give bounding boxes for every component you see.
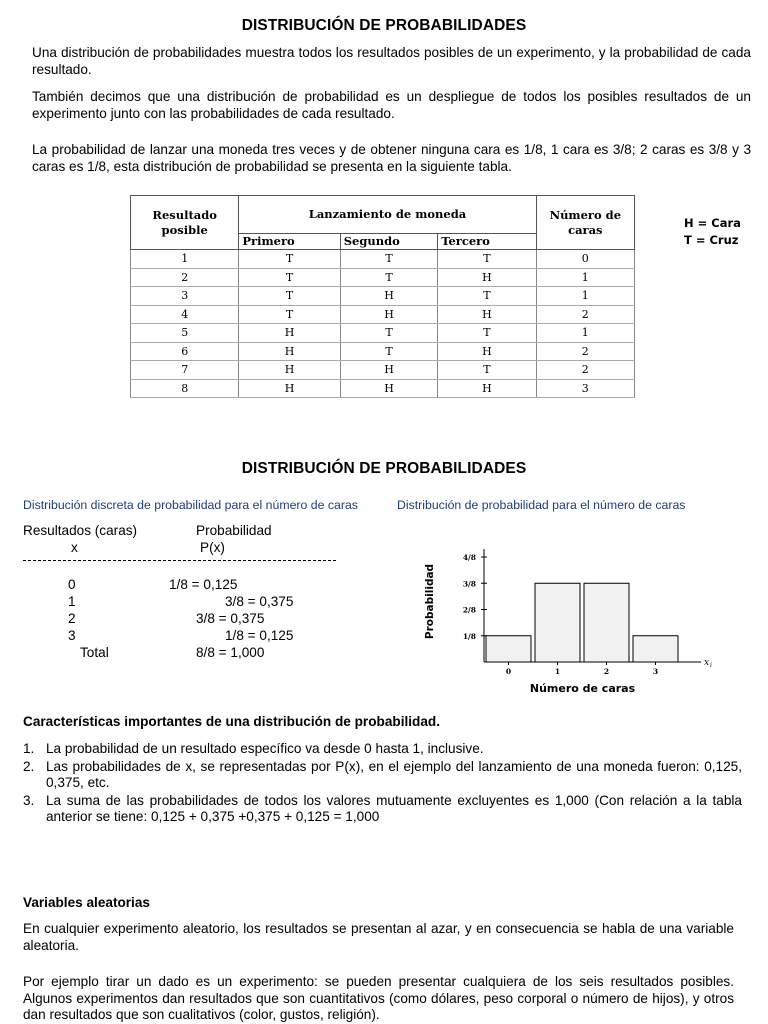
list-item xyxy=(23,741,742,758)
table-cell: H xyxy=(239,342,340,361)
table-cell: H xyxy=(340,305,437,324)
x-tick-label: 3 xyxy=(652,667,659,676)
table-row xyxy=(131,305,635,324)
table-cell: T xyxy=(340,342,437,361)
probability-bar-chart xyxy=(418,540,718,700)
table-cell: H xyxy=(438,342,536,361)
y-tick-label: 3/8 xyxy=(462,579,476,589)
variables-title: Variables aleatorias xyxy=(23,895,150,910)
header-second: Segundo xyxy=(340,233,437,249)
header-result: Resultado posible xyxy=(131,196,239,250)
x-tick-label: 0 xyxy=(505,667,512,676)
x-tick-label: 2 xyxy=(603,667,610,676)
px-value: 3/8 = 0,375 xyxy=(225,594,294,609)
table-row xyxy=(131,287,635,306)
table-cell: H xyxy=(239,379,340,398)
px-value: 1/8 = 0,125 xyxy=(225,628,294,643)
table-cell: 6 xyxy=(131,342,239,361)
list-text: Las probabilidades de x, se representadas por P(x), en el ejemplo del lanzamiento de una moneda fueron: 0,125, 0,375, etc. xyxy=(46,758,742,790)
variables-paragraph-2: Por ejemplo tirar un dado es un experimento: se pueden presentar cualquiera de los seis resultados posibles. Algunos experimentos dan resultados que son cuantitativos (como dólares, peso corporal o número de hijos), y otros dan resultados que son cualitativos (color, gustos, religión). xyxy=(23,974,734,1022)
x-axis-symbol: x xyxy=(704,658,710,668)
list-item xyxy=(23,759,742,792)
table-cell: H xyxy=(438,305,536,324)
table-cell: T xyxy=(340,250,437,269)
x-value: 2 xyxy=(68,611,76,626)
table-cell: 2 xyxy=(536,305,634,324)
x-axis-subscript: i xyxy=(710,662,712,669)
subheading-discrete: Distribución discreta de probabilidad para el número de caras xyxy=(23,498,358,512)
col-header-px: P(x) xyxy=(200,540,225,555)
table-cell: T xyxy=(239,250,340,269)
table-cell: H xyxy=(340,361,437,380)
list-text: La suma de las probabilidades de todos los valores mutuamente excluyentes es 1,000 (Con relación a la tabla anterior se tiene: 0,125 + 0,375 +0,375 + 0,125 = 1,000 xyxy=(46,792,742,824)
y-tick-label: 2/8 xyxy=(462,605,476,615)
table-row xyxy=(131,324,635,343)
table-cell: 3 xyxy=(536,379,634,398)
table-cell: 0 xyxy=(536,250,634,269)
characteristics-title: Características importantes de una distribución de probabilidad. xyxy=(23,714,440,729)
intro-paragraph-1: Una distribución de probabilidades muestra todos los resultados posibles de un experimento, y la probabilidad de cada resultado. xyxy=(32,45,751,77)
table-cell: 5 xyxy=(131,324,239,343)
x-tick-label: 1 xyxy=(554,667,561,676)
table-cell: H xyxy=(438,379,536,398)
table-cell: T xyxy=(340,324,437,343)
header-count: Número de caras xyxy=(536,196,634,250)
table-cell: 1 xyxy=(536,324,634,343)
list-text: La probabilidad de un resultado específico va desde 0 hasta 1, inclusive. xyxy=(46,741,484,756)
bar xyxy=(584,583,629,662)
px-value: 1/8 = 0,125 xyxy=(169,577,238,592)
probability-list xyxy=(23,522,353,556)
table-cell: 8 xyxy=(131,379,239,398)
table-cell: T xyxy=(438,324,536,343)
dashed-separator xyxy=(23,560,336,561)
list-number: 1. xyxy=(23,741,35,756)
intro-paragraph-3: La probabilidad de lanzar una moneda tres veces y de obtener ninguna cara es 1/8, 1 cara es 3/8; 2 caras es 3/8 y 3 caras es 1/8, esta distribución de probabilidad se presenta en la siguiente tabla. xyxy=(32,142,751,174)
coin-toss-table xyxy=(130,195,635,398)
table-row xyxy=(131,342,635,361)
intro-paragraph-2: También decimos que una distribución de probabilidad es un despliegue de todos los posibles resultados de un experimento junto con las probabilidades de cada resultado. xyxy=(32,89,751,121)
table-cell: 2 xyxy=(536,361,634,380)
variables-paragraph-1: En cualquier experimento aleatorio, los resultados se presentan al azar, y en consecuencia se habla de una variable aleatoria. xyxy=(23,921,734,953)
table-cell: H xyxy=(438,268,536,287)
table-cell: H xyxy=(340,287,437,306)
total-value: 8/8 = 1,000 xyxy=(196,645,265,660)
px-value: 3/8 = 0,375 xyxy=(196,611,265,626)
table-cell: H xyxy=(340,379,437,398)
legend-t: T = Cruz xyxy=(684,233,739,247)
col-header-x: x xyxy=(71,540,78,555)
table-cell: T xyxy=(438,250,536,269)
table-row xyxy=(131,268,635,287)
table-cell: T xyxy=(438,287,536,306)
characteristics-list xyxy=(23,741,742,827)
table-cell: H xyxy=(239,324,340,343)
header-launch: Lanzamiento de moneda xyxy=(239,196,536,234)
table-cell: 1 xyxy=(536,287,634,306)
list-item xyxy=(23,793,742,826)
bar xyxy=(535,583,580,662)
y-axis-label: Probabilidad xyxy=(424,563,436,640)
table-cell: 1 xyxy=(131,250,239,269)
table-cell: 3 xyxy=(131,287,239,306)
probability-values xyxy=(23,576,353,661)
table-row xyxy=(131,361,635,380)
x-value: 0 xyxy=(68,577,76,592)
table-cell: H xyxy=(239,361,340,380)
table-cell: T xyxy=(340,268,437,287)
x-axis-label: Número de caras xyxy=(529,682,636,695)
y-tick-label: 4/8 xyxy=(462,553,476,562)
bar xyxy=(486,636,531,662)
table-cell: T xyxy=(239,287,340,306)
y-tick-label: 1/8 xyxy=(462,631,476,641)
table-cell: 2 xyxy=(131,268,239,287)
x-value: 3 xyxy=(68,628,76,643)
table-cell: 2 xyxy=(536,342,634,361)
col-header-probability: Probabilidad xyxy=(196,523,272,538)
table-cell: 7 xyxy=(131,361,239,380)
subheading-chart: Distribución de probabilidad para el número de caras xyxy=(397,498,686,512)
legend-h: H = Cara xyxy=(684,216,741,230)
table-cell: 4 xyxy=(131,305,239,324)
legend-box xyxy=(684,215,741,249)
bar xyxy=(633,636,678,662)
table-cell: T xyxy=(239,305,340,324)
total-label: Total xyxy=(80,645,109,660)
col-header-results: Resultados (caras) xyxy=(23,523,138,538)
header-first: Primero xyxy=(239,233,340,249)
table-cell: 1 xyxy=(536,268,634,287)
header-third: Tercero xyxy=(438,233,536,249)
table-row xyxy=(131,250,635,269)
page-title: DISTRIBUCIÓN DE PROBABILIDADES xyxy=(241,17,527,34)
table-cell: T xyxy=(239,268,340,287)
x-value: 1 xyxy=(68,594,76,609)
table-cell: T xyxy=(438,361,536,380)
table-row xyxy=(131,379,635,398)
list-number: 3. xyxy=(23,792,35,808)
section-title-2: DISTRIBUCIÓN DE PROBABILIDADES xyxy=(241,460,527,477)
list-number: 2. xyxy=(23,758,35,774)
